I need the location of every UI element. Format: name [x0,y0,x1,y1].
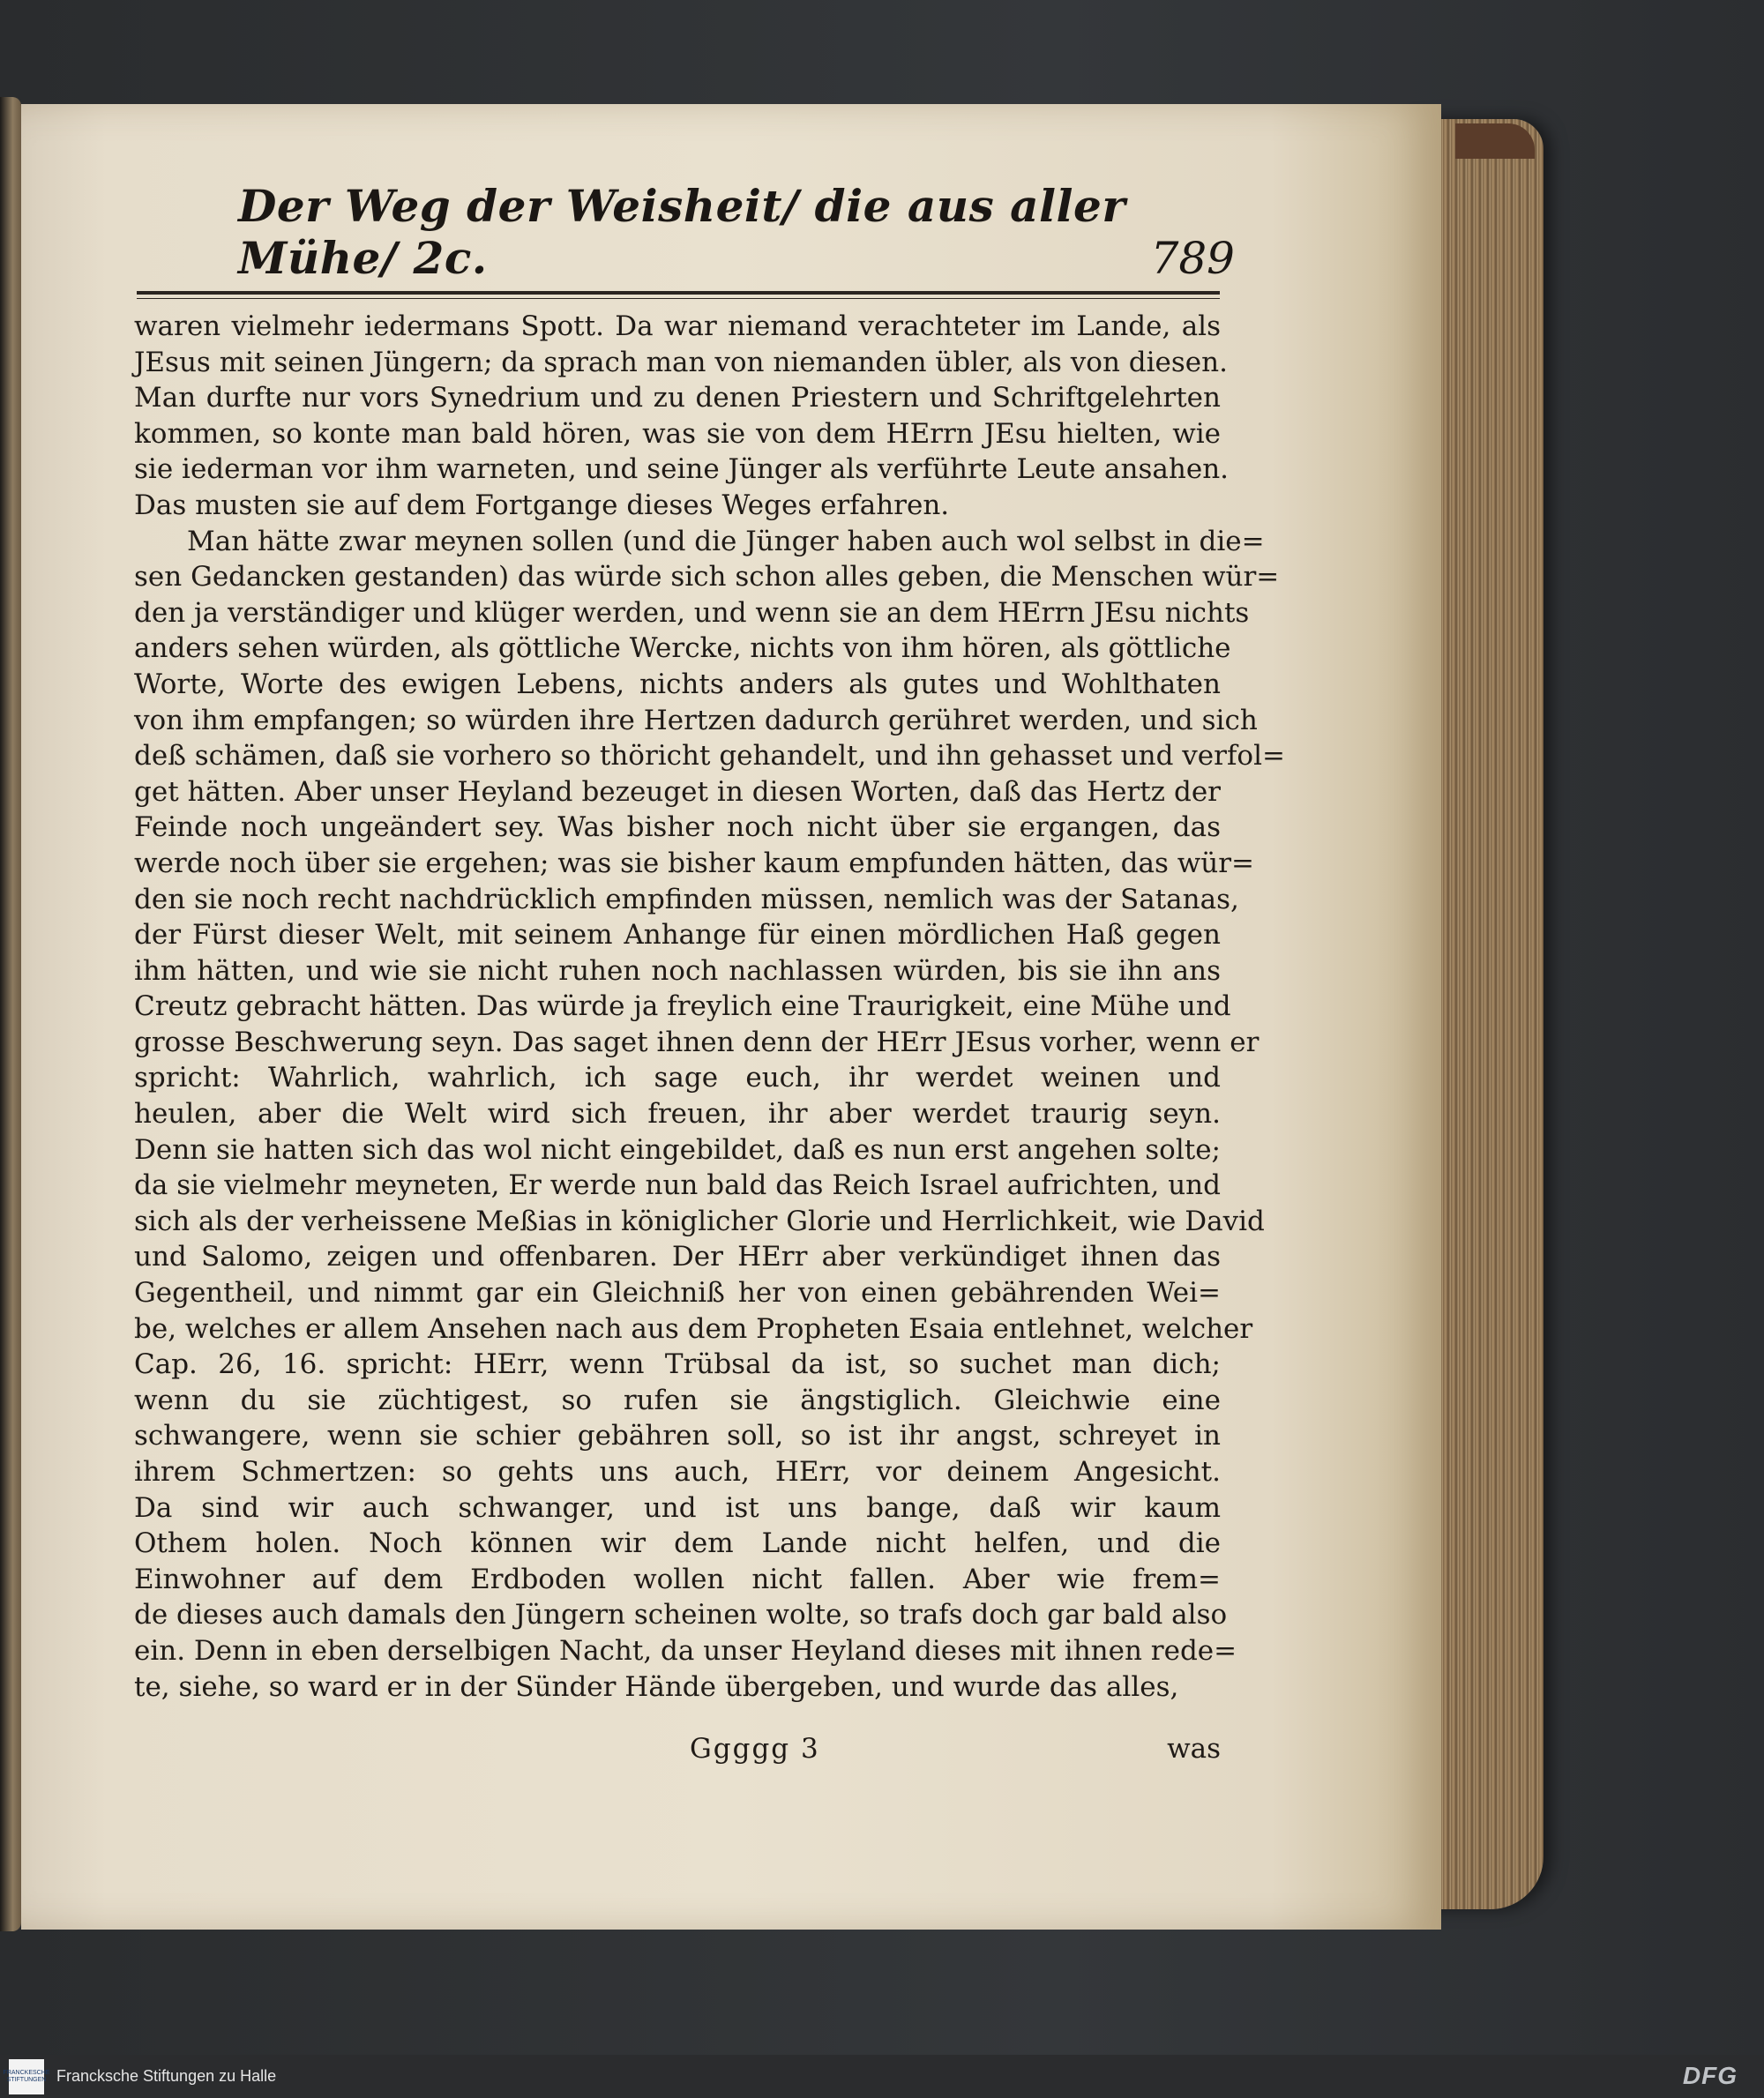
viewer-footer-bar [0,2055,1764,2098]
text-line-content: von ihm empfangen; so würden ihre Hertzen dadurch gerühret werden, und sich [134,704,1258,736]
text-line-content: den sie noch recht nachdrücklich empfinden müssen, nemlich was der Satanas, [134,883,1239,915]
text-line-content: deß schämen, daß sie vorhero so thöricht gehandelt, und ihn gehasset und verfol= [134,740,1285,773]
text-line-content: sich als der verheissene Meßias in königlicher Glorie und Herrlichkeit, wie David [134,1205,1265,1237]
text-line-content: te, siehe, so ward er in der Sünder Hände übergeben, und wurde das alles, [134,1670,1179,1703]
text-line [134,345,1228,381]
text-line-content: ihm hätten, und wie sie nicht ruhen noch nachlassen würden, bis sie ihn ans [134,954,1221,987]
text-line-content: waren vielmehr iedermans Spott. Da war niemand verachteter im Lande, als [134,310,1221,342]
text-line-content: Gegentheil, und nimmt gar ein Gleichniß her von einen gebährenden Wei= [134,1277,1221,1310]
text-line [134,1454,1221,1490]
page-number: 789 [1150,233,1235,284]
text-line-content: Denn sie hatten sich das wol nicht eingebildet, daß es nun erst angehen solte; [134,1133,1221,1166]
text-line-content: Creutz gebracht hätten. Das würde ja freylich eine Traurigkeit, eine Mühe und [134,990,1231,1023]
text-line [134,1383,1221,1419]
text-line-content: get hätten. Aber unser Heyland bezeuget in diesen Worten, daß das Hertz der [134,775,1221,808]
text-line-content: be, welches er allem Ansehen nach aus dem Propheten Esaia entlehnet, welcher [134,1312,1253,1345]
institution-name: Francksche Stiftungen zu Halle [56,2067,277,2085]
text-line-content: den ja verständiger und klüger werden, und wenn sie an dem HErrn JEsu nichts [134,596,1250,629]
text-line-content: wenn du sie züchtigest, so rufen sie ängstiglich. Gleichwie eine [134,1384,1221,1416]
text-line [134,917,1221,953]
page-footer [134,1733,1221,1772]
text-line-content: Einwohner auf dem Erdboden wollen nicht fallen. Aber wie frem= [134,1563,1221,1595]
text-line-content: spricht: Wahrlich, wahrlich, ich sage euch, ihr werdet weinen und [134,1062,1221,1094]
text-line-content: Da sind wir auch schwanger, und ist uns bange, daß wir kaum [134,1491,1221,1524]
text-line-content: werde noch über sie ergehen; was sie bisher kaum empfunden hätten, das wür= [134,847,1255,879]
text-line-content: sie iederman vor ihm warneten, und seine Jünger als verführte Leute ansahen. [134,453,1230,486]
text-line [134,1060,1221,1096]
text-line [134,1132,1221,1168]
text-line-content: schwangere, wenn sie schier gebähren soll, so ist ihr angst, schreyet in [134,1420,1221,1452]
header-rule [137,291,1220,295]
text-line [134,846,1255,882]
text-line [134,1168,1221,1204]
logo-text: FRANCKESCHE STIFTUNGEN [3,2069,50,2083]
text-line [134,1597,1228,1633]
institution-logo [3,2059,50,2094]
text-line-content: ihrem Schmertzen: so gehts uns auch, HErr, vor deinem Angesicht. [134,1456,1221,1488]
text-line-content: kommen, so konte man bald hören, was sie von dem HErrn JEsu hielten, wie [134,417,1221,450]
text-line [134,452,1230,488]
text-line [134,1311,1253,1348]
text-line-content: de dieses auch damals den Jüngern scheinen wolte, so trafs doch gar bald also [134,1599,1228,1631]
text-line [134,1669,1221,1706]
text-line [134,1347,1221,1383]
text-line [134,524,1265,560]
text-line-content: Das musten sie auf dem Fortgange dieses Weges erfahren. [134,489,950,521]
text-line [134,309,1221,345]
text-line-content: Man hätte zwar meynen sollen (und die Jünger haben auch wol selbst in die= [187,525,1265,557]
text-line [134,1490,1221,1527]
dfg-logo: DFG [1682,2062,1738,2089]
text-line [134,738,1285,774]
text-line [134,1275,1221,1311]
text-line [134,559,1280,595]
text-line [134,774,1221,810]
text-line [134,667,1221,703]
header-rule-thin [137,298,1220,299]
text-line-content: Man durfte nur vors Synedrium und zu denen Priestern und Schriftgelehrten [134,382,1221,414]
text-line [134,1096,1221,1132]
signature-mark: Ggggg 3 [690,1733,820,1765]
text-line-content: sen Gedancken gestanden) das würde sich schon alles geben, die Menschen wür= [134,561,1280,594]
text-line [134,380,1221,416]
text-line-content: und Salomo, zeigen und offenbaren. Der HErr aber verkündiget ihnen das [134,1241,1221,1273]
text-line-content: Othem holen. Noch können wir dem Lande nicht helfen, und die [134,1527,1221,1560]
text-line [134,1526,1221,1562]
text-line [134,1418,1221,1454]
text-line-content: ein. Denn in eben derselbigen Nacht, da unser Heyland dieses mit ihnen rede= [134,1634,1237,1667]
text-line-content: Feinde noch ungeändert sey. Was bisher noch nicht über sie ergangen, das [134,811,1221,844]
catchword: was [1167,1733,1221,1765]
text-line [134,953,1221,989]
text-line [134,989,1231,1025]
binding-corner [1455,123,1535,159]
text-line-content: anders sehen würden, als göttliche Wercke, nichts von ihm hören, als göttliche [134,632,1231,665]
text-line [134,810,1221,846]
text-line [134,1633,1237,1669]
text-line [134,882,1239,918]
text-line-content: JEsus mit seinen Jüngern; da sprach man von niemanden übler, als von diesen. [134,346,1228,378]
body-text [134,309,1285,1705]
text-line-content: grosse Beschwerung seyn. Das saget ihnen denn der HErr JEsus vorher, wenn er [134,1026,1259,1058]
text-line [134,488,1221,524]
page-header [238,180,1235,284]
text-line [134,416,1221,452]
text-line [134,703,1258,739]
text-line [134,1204,1265,1240]
text-line-content: da sie vielmehr meyneten, Er werde nun bald das Reich Israel aufrichten, und [134,1169,1221,1202]
running-head: Der Weg der Weisheit/ die aus aller Mühe/ 2c. [238,180,1126,284]
text-line-content: der Fürst dieser Welt, mit seinem Anhange für einen mördlichen Haß gegen [134,919,1221,952]
text-line-content: Worte, Worte des ewigen Lebens, nichts anders als gutes und Wohlthaten [134,668,1221,700]
text-line [134,1239,1221,1275]
text-line-content: heulen, aber die Welt wird sich freuen, ihr aber werdet traurig seyn. [134,1098,1221,1131]
facing-page-edge [0,97,21,1931]
text-line [134,1025,1259,1061]
text-line [134,595,1250,631]
text-line [134,631,1231,667]
text-line [134,1562,1221,1598]
text-line-content: Cap. 26, 16. spricht: HErr, wenn Trübsal da ist, so suchet man dich; [134,1348,1221,1381]
